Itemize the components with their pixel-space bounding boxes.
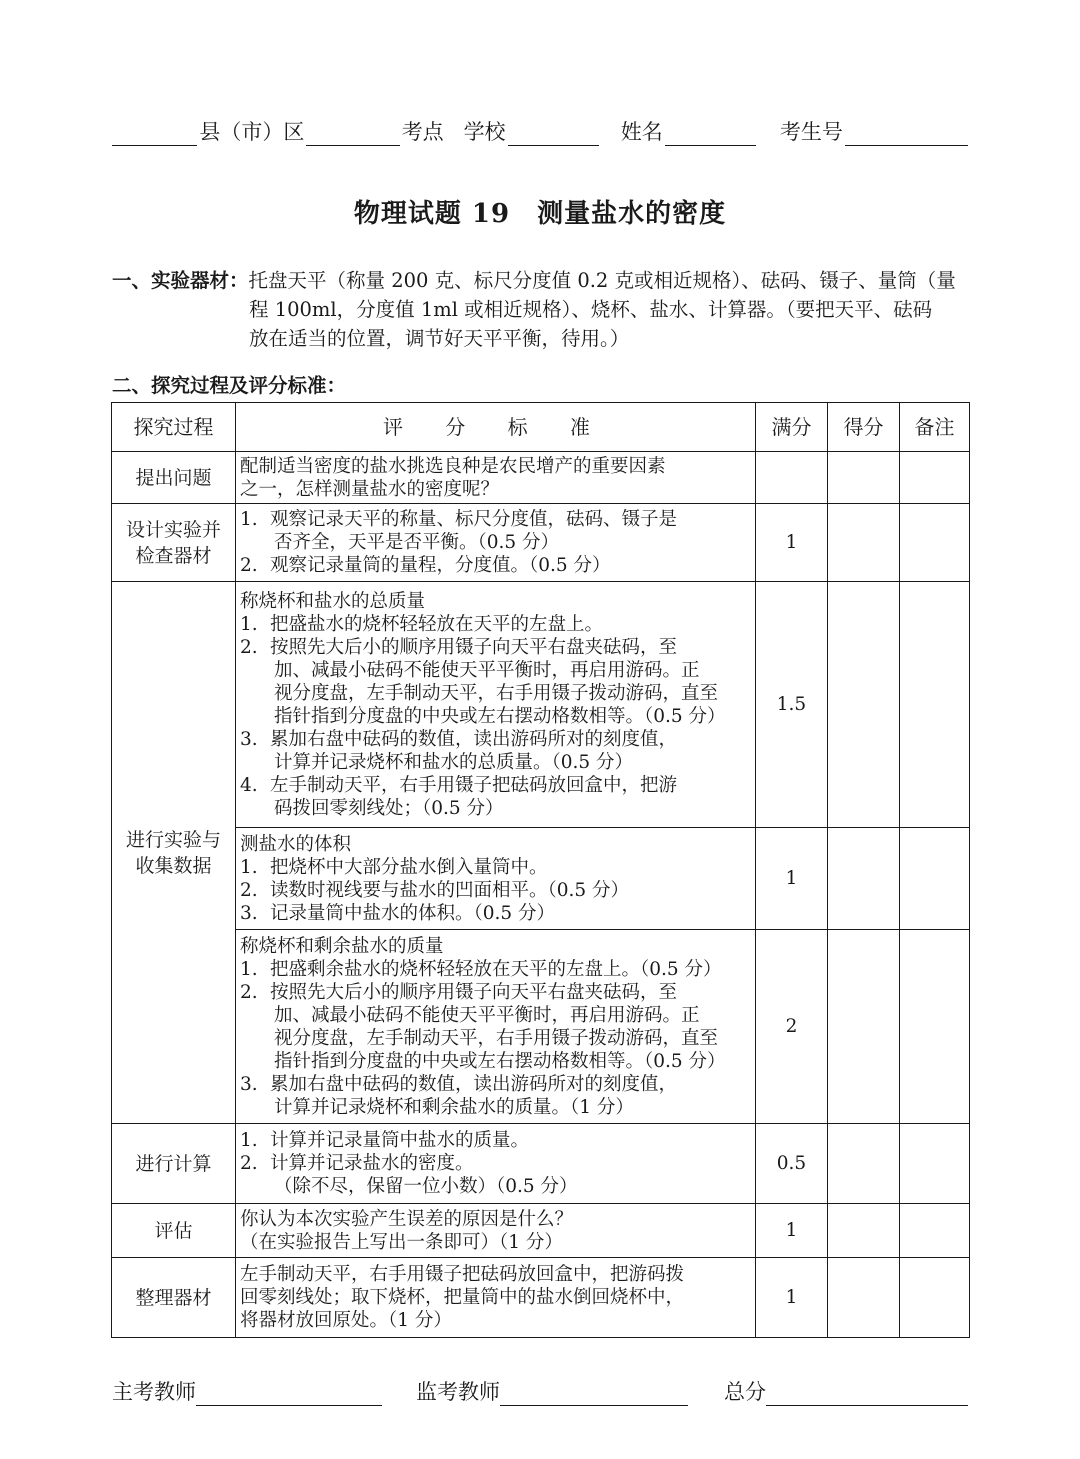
item-number: 2. xyxy=(240,981,258,1003)
criteria-line: 配制适当密度的盐水挑选良种是农民增产的重要因素 xyxy=(240,455,666,477)
score-cell[interactable] xyxy=(828,504,900,582)
region-label: 县（市）区 xyxy=(199,120,305,144)
header-process: 探究过程 xyxy=(112,403,236,452)
criteria-line xyxy=(240,1129,751,1152)
process-cell: 评估 xyxy=(112,1204,236,1258)
table-row xyxy=(112,930,970,1124)
total-score-blank[interactable] xyxy=(766,1381,968,1406)
criteria-line: 将器材放回原处。（1 分） xyxy=(240,1310,452,1331)
criteria-cell xyxy=(236,828,756,930)
equipment-heading: 一、实验器材： xyxy=(112,269,249,292)
criteria-line xyxy=(240,554,751,577)
criteria-line: 视分度盘，左手制动天平，右手用镊子拨动游码，直至 xyxy=(274,682,719,704)
score-cell[interactable] xyxy=(828,1258,900,1338)
criteria-text: 把烧杯中大部分盐水倒入量筒中。 xyxy=(270,856,548,878)
item-number: 3. xyxy=(240,728,258,750)
proctor-blank[interactable] xyxy=(500,1381,688,1406)
criteria-line: 计算并记录烧杯和剩余盐水的质量。（1 分） xyxy=(274,1096,634,1118)
full-marks-cell: 1 xyxy=(756,1204,828,1258)
criteria-line: 回零刻线处；取下烧杯，把量筒中的盐水倒回烧杯中， xyxy=(240,1287,685,1308)
criteria-cell xyxy=(236,582,756,828)
criteria-text: 计算并记录量筒中盐水的质量。 xyxy=(270,1130,530,1151)
name-label: 姓名 xyxy=(620,120,663,144)
criteria-line: 指针指到分度盘的中央或左右摆动格数相等。（0.5 分） xyxy=(274,705,726,727)
full-marks-cell: 1 xyxy=(756,504,828,582)
criteria-text: 累加右盘中砝码的数值，读出游码所对的刻度值， xyxy=(270,728,678,750)
criteria-line: 之一，怎样测量盐水的密度呢？ xyxy=(240,478,500,500)
total-score-label: 总分 xyxy=(724,1380,766,1404)
item-number: 3. xyxy=(240,902,258,924)
criteria-line: （在实验报告上写出一条即可）（1 分） xyxy=(240,1231,563,1253)
item-number: 2. xyxy=(240,879,258,901)
equipment-line-1: 托盘天平（称量 200 克、标尺分度值 0.2 克或相近规格）、砝码、镊子、量筒（量 xyxy=(248,269,956,292)
criteria-line: 加、减最小砝码不能使天平平衡时，再启用游码。正 xyxy=(274,1004,700,1026)
criteria-text: 把盛盐水的烧杯轻轻放在天平的左盘上。 xyxy=(270,613,604,635)
criteria-line xyxy=(240,774,751,797)
score-cell[interactable] xyxy=(828,828,900,930)
item-number: 1. xyxy=(240,958,258,980)
note-cell[interactable] xyxy=(900,930,970,1124)
criteria-text: 左手制动天平，右手用镊子把砝码放回盒中，把游 xyxy=(270,774,678,796)
table-row xyxy=(112,1258,970,1338)
criteria-cell xyxy=(236,930,756,1124)
table-row xyxy=(112,1204,970,1258)
criteria-line: 加、减最小砝码不能使天平平衡时，再启用游码。正 xyxy=(274,659,700,681)
criteria-text: 记录量筒中盐水的体积。（0.5 分） xyxy=(270,902,556,924)
criteria-line: 计算并记录烧杯和盐水的总质量。（0.5 分） xyxy=(274,751,634,773)
process-text: 进行实验与 xyxy=(125,828,221,851)
equipment-line-2: 程 100ml，分度值 1ml 或相近规格）、烧杯、盐水、计算器。（要把天平、砝码 xyxy=(249,298,933,321)
item-number: 4. xyxy=(240,774,258,796)
signature-line xyxy=(112,1376,970,1406)
proctor-label: 监考教师 xyxy=(416,1380,500,1404)
chief-examiner-blank[interactable] xyxy=(196,1381,382,1406)
process-cell: 整理器材 xyxy=(112,1258,236,1338)
criteria-line: 指针指到分度盘的中央或左右摆动格数相等。（0.5 分） xyxy=(274,1050,726,1072)
item-number: 1. xyxy=(240,1130,258,1151)
criteria-line xyxy=(240,1152,751,1175)
criteria-line xyxy=(240,728,751,751)
criteria-line xyxy=(240,981,751,1004)
header-criteria-text: 评 分 标 准 xyxy=(382,414,609,439)
process-cell: 进行计算 xyxy=(112,1124,236,1204)
process-cell xyxy=(112,504,236,582)
district-blank[interactable] xyxy=(306,121,399,146)
criteria-subtitle: 测盐水的体积 xyxy=(240,833,352,855)
item-number: 3. xyxy=(240,1073,258,1095)
criteria-cell xyxy=(236,1124,756,1204)
process-heading: 二、探究过程及评分标准： xyxy=(112,374,347,397)
score-cell[interactable] xyxy=(828,930,900,1124)
name-blank[interactable] xyxy=(665,121,756,146)
school-label: 学校 xyxy=(463,120,506,144)
score-cell[interactable] xyxy=(828,1204,900,1258)
item-number: 2. xyxy=(240,636,258,658)
note-cell[interactable] xyxy=(900,504,970,582)
note-cell[interactable] xyxy=(900,452,970,504)
criteria-line: 否齐全，天平是否平衡。（0.5 分） xyxy=(274,532,560,553)
item-number: 1. xyxy=(240,509,258,530)
region-blank[interactable] xyxy=(112,121,197,146)
criteria-text: 按照先大后小的顺序用镊子向天平右盘夹砝码，至 xyxy=(270,981,678,1003)
note-cell[interactable] xyxy=(900,1124,970,1204)
criteria-text: 计算并记录盐水的密度。 xyxy=(270,1153,474,1174)
note-cell[interactable] xyxy=(900,1204,970,1258)
full-marks-cell: 1.5 xyxy=(756,582,828,828)
criteria-text: 把盛剩余盐水的烧杯轻轻放在天平的左盘上。（0.5 分） xyxy=(270,958,722,980)
score-cell[interactable] xyxy=(828,1124,900,1204)
criteria-cell xyxy=(236,1258,756,1338)
criteria-text: 累加右盘中砝码的数值，读出游码所对的刻度值， xyxy=(270,1073,678,1095)
criteria-text: 观察记录量筒的量程，分度值。（0.5 分） xyxy=(270,555,611,576)
table-row xyxy=(112,504,970,582)
criteria-line xyxy=(240,636,751,659)
process-text: 设计实验并 xyxy=(125,518,221,541)
table-row xyxy=(112,452,970,504)
criteria-line: 码拨回零刻线处；（0.5 分） xyxy=(274,797,504,819)
criteria-text: 按照先大后小的顺序用镊子向天平右盘夹砝码，至 xyxy=(270,636,678,658)
score-cell[interactable] xyxy=(828,582,900,828)
note-cell[interactable] xyxy=(900,828,970,930)
criteria-line: 视分度盘，左手制动天平，右手用镊子拨动游码，直至 xyxy=(274,1027,719,1049)
criteria-text: 读数时视线要与盐水的凹面相平。（0.5 分） xyxy=(270,879,630,901)
item-number: 1. xyxy=(240,856,258,878)
page-title: 物理试题 19 测量盐水的密度 xyxy=(353,199,727,229)
candidate-number-label: 考生号 xyxy=(779,120,843,144)
school-blank[interactable] xyxy=(508,121,599,146)
criteria-line: （除不尽，保留一位小数）（0.5 分） xyxy=(274,1176,578,1197)
table-row xyxy=(112,1124,970,1204)
header-criteria xyxy=(236,403,756,452)
item-number: 2. xyxy=(240,1153,258,1174)
full-marks-cell: 1 xyxy=(756,828,828,930)
criteria-subtitle: 称烧杯和盐水的总质量 xyxy=(240,590,426,612)
table-row xyxy=(112,582,970,828)
note-cell[interactable] xyxy=(900,1258,970,1338)
process-text: 检查器材 xyxy=(135,544,212,567)
criteria-line xyxy=(240,1073,751,1096)
criteria-line xyxy=(240,902,751,925)
criteria-line xyxy=(240,879,751,902)
criteria-text: 观察记录天平的称量、标尺分度值，砝码、镊子是 xyxy=(270,509,678,530)
chief-examiner-label: 主考教师 xyxy=(112,1380,196,1404)
item-number: 2. xyxy=(240,555,258,576)
full-marks-cell xyxy=(756,452,828,504)
table-header-row xyxy=(112,403,970,452)
score-cell[interactable] xyxy=(828,452,900,504)
note-cell[interactable] xyxy=(900,582,970,828)
criteria-line xyxy=(240,613,751,636)
process-cell: 提出问题 xyxy=(112,452,236,504)
scoring-table xyxy=(111,402,970,1338)
criteria-cell xyxy=(236,452,756,504)
criteria-line: 你认为本次实验产生误差的原因是什么？ xyxy=(240,1208,574,1230)
item-number: 1. xyxy=(240,613,258,635)
candidate-number-blank[interactable] xyxy=(845,121,968,146)
equipment-section xyxy=(112,266,972,353)
header-note: 备注 xyxy=(900,403,970,452)
criteria-cell xyxy=(236,504,756,582)
criteria-line xyxy=(240,856,751,879)
candidate-info-line xyxy=(112,116,968,146)
table-row xyxy=(112,828,970,930)
header-score: 得分 xyxy=(828,403,900,452)
full-marks-cell: 2 xyxy=(756,930,828,1124)
criteria-cell xyxy=(236,1204,756,1258)
criteria-subtitle: 称烧杯和剩余盐水的质量 xyxy=(240,935,444,957)
criteria-line xyxy=(240,958,751,981)
full-marks-cell: 0.5 xyxy=(756,1124,828,1204)
header-full-marks: 满分 xyxy=(756,403,828,452)
criteria-line: 左手制动天平，右手用镊子把砝码放回盒中，把游码拨 xyxy=(240,1264,685,1285)
equipment-line-3: 放在适当的位置，调节好天平平衡，待用。） xyxy=(249,327,630,350)
process-cell xyxy=(112,582,236,1124)
full-marks-cell: 1 xyxy=(756,1258,828,1338)
criteria-line xyxy=(240,508,751,531)
process-text: 收集数据 xyxy=(135,854,212,877)
exam-site-label: 考点 xyxy=(401,120,444,144)
